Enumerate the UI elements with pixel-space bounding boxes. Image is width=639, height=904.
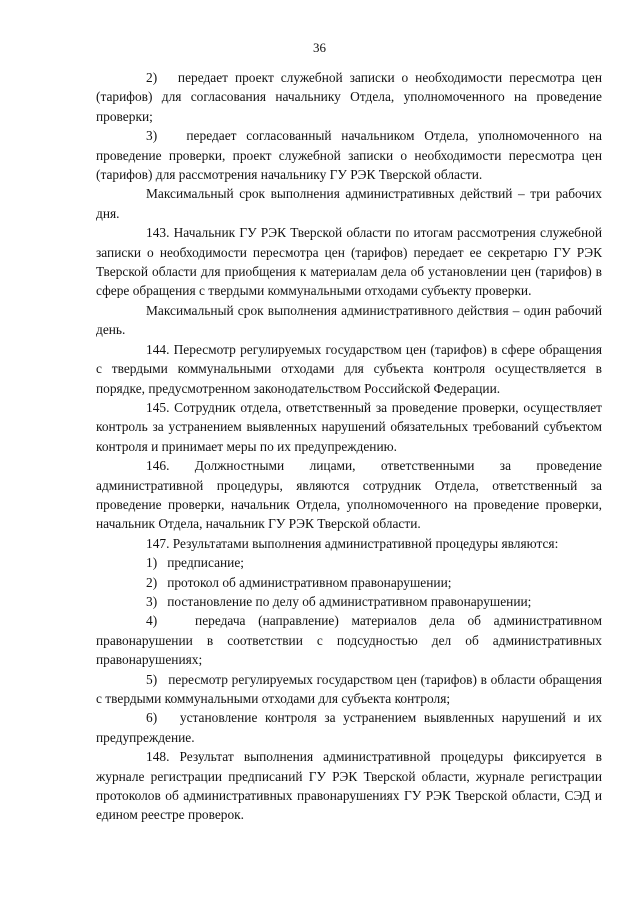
deadline-paragraph: Максимальный срок выполнения административного действия – один рабочий день. bbox=[96, 302, 602, 338]
result-item-5: 5) пересмотр регулируемых государством цен (тарифов) в области обращения с твердыми коммунальными отходами для субъекта контроля; bbox=[96, 671, 602, 706]
result-item-4: 4) передача (направление) материалов дела об административном правонарушении в соответствии с подсудностью дел об административных правонарушениях; bbox=[96, 613, 602, 668]
page-number: 36 bbox=[313, 40, 326, 55]
paragraph-147: 147. Результатами выполнения административной процедуры являются: bbox=[146, 535, 559, 551]
paragraph-145: 145. Сотрудник отдела, ответственный за проведение проверки, осуществляет контроль за устранением выявленных нарушений обязательных требований субъектом контроля и принимает меры по их предупреждению. bbox=[96, 399, 602, 454]
list-item-2: 2) передает проект служебной записки о необходимости пересмотра цен (тарифов) для согласования начальнику Отдела, уполномоченного на проведение проверки; bbox=[96, 70, 602, 124]
result-item-3: 3) постановление по делу об административном правонарушении; bbox=[146, 593, 532, 609]
result-item-2: 2) протокол об административном правонарушении; bbox=[146, 574, 452, 590]
deadline-paragraph: Максимальный срок выполнения административных действий – три рабочих дня. bbox=[96, 186, 602, 221]
paragraph-148: 148. Результат выполнения административной процедуры фиксируется в журнале регистрации предписаний ГУ РЭК Тверской области, журнале регистрации протоколов об административных правонарушениях ГУ РЭК Тверской области, СЭД и едином реестре проверок. bbox=[96, 749, 602, 823]
result-item-1: 1) предписание; bbox=[146, 555, 245, 571]
list-item-3: 3) передает согласованный начальником Отдела, уполномоченного на проведение проверки, проект служебной записки о необходимости пересмотра цен (тарифов) для рассмотрения начальнику ГУ РЭК Тверской области. bbox=[96, 128, 602, 183]
result-item-6: 6) установление контроля за устранением выявленных нарушений и их предупреждение. bbox=[96, 710, 602, 745]
document-body bbox=[96, 68, 602, 825]
paragraph-146: 146. Должностными лицами, ответственными за проведение административной процедуры, являются сотрудник Отдела, ответственный за проведение проверки, начальник Отдела, уполномоченного на проведение проверки, начальник Отдела, начальник ГУ РЭК Тверской области. bbox=[96, 458, 602, 532]
paragraph-144: 144. Пересмотр регулируемых государством цен (тарифов) в сфере обращения с твердыми коммунальными отходами для субъекта контроля осуществляется в порядке, предусмотренном законодательством Российской Федерации. bbox=[96, 341, 602, 396]
paragraph-143: 143. Начальник ГУ РЭК Тверской области по итогам рассмотрения служебной записки о необходимости пересмотра цен (тарифов) передает ее секретарю ГУ РЭК Тверской области для приобщения к материалам дела об установлении цен (тарифов) в сфере обращения с твердыми коммунальными отходами субъекту проверки. bbox=[96, 225, 602, 299]
